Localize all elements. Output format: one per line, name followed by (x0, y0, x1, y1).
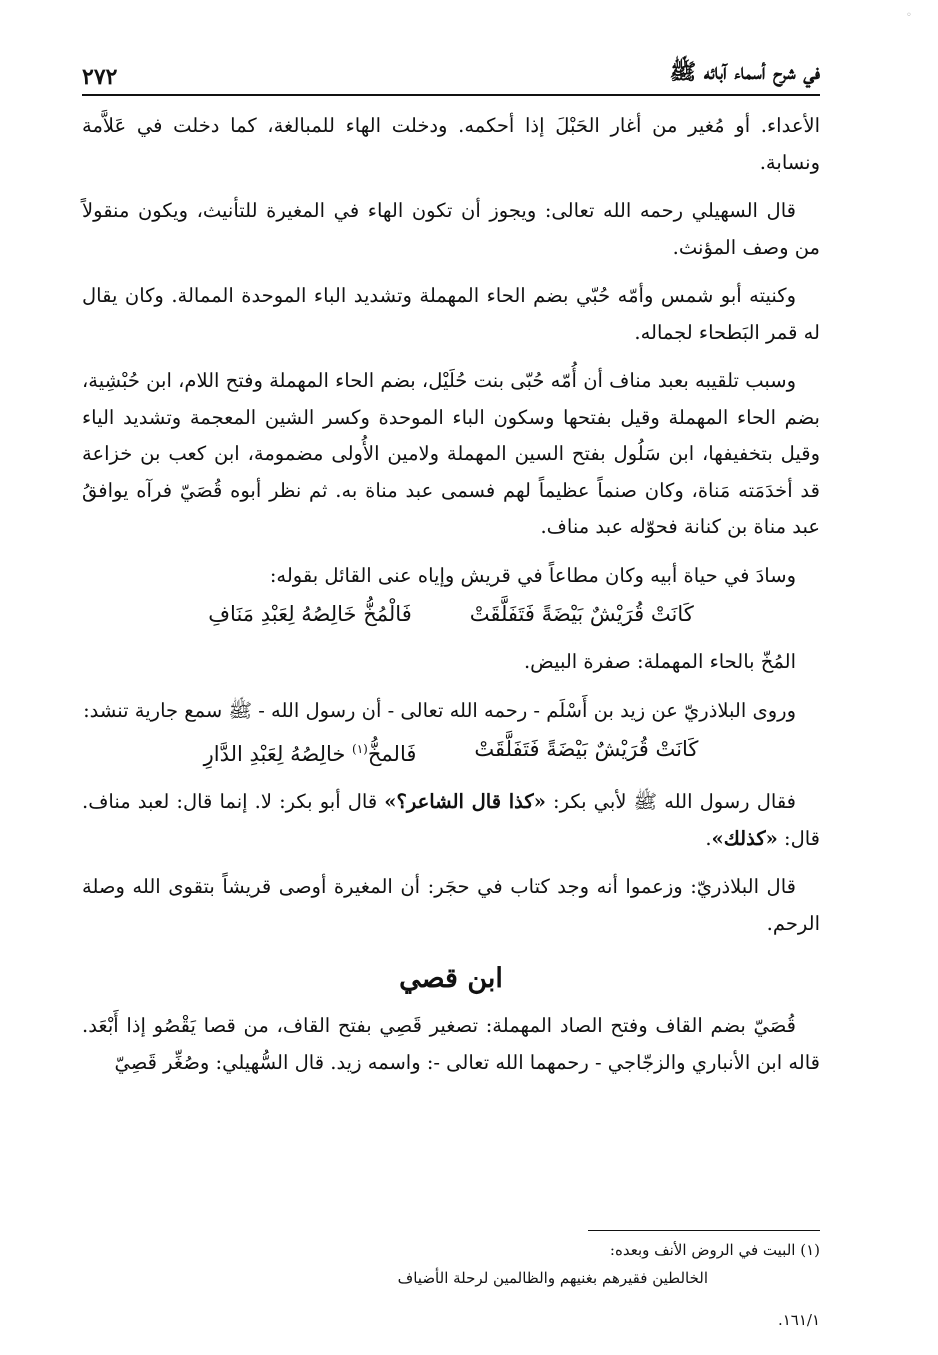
footnote-marker[interactable]: (١) (352, 742, 368, 756)
paragraph (82, 784, 820, 857)
quote-bold: «كذلك» (711, 826, 778, 850)
verse-hemistich: فَالْمُخُّ خَالِصُهُ لِعَبْدِ مَنَافِ (208, 602, 412, 626)
page-header (82, 56, 820, 90)
paragraph: الأعداء. أو مُغير من أغار الحَبْلَ إذا أحكمه. ودخلت الهاء للمبالغة، كما دخلت في عَلاَّمة ونسابة. (82, 114, 820, 174)
verse-hemistich: كَانَتْ قُرَيْشٌ بَيْضَةً فَتَفَلَّقَتْ (474, 737, 699, 761)
page-number: ٢٧٢ (82, 64, 118, 90)
paragraph: قُصَيّ بضم القاف وفتح الصاد المهملة: تصغير قَصِي بفتح القاف، من قصا يَقْصُو إذا أَبْعَد. قاله ابن الأنباري والزجّاجي - رحمهما الله تعالى -: واسمه زيد. قال السُّهيلي: وصُغِّر قَصِيّ (82, 1014, 820, 1074)
poem-verse (82, 729, 820, 774)
footnote-rule (588, 1230, 820, 1231)
verse-hemistich: كَانَتْ قُرَيْشٌ بَيْضَةً فَتَفَلَّقَتْ (469, 602, 694, 626)
paragraph: قال البلاذريّ: وزعموا أنه وجد كتاب في حجَر: أن المغيرة أوصى قريشاً بتقوى الله وصلة الرحم. (82, 875, 820, 935)
header-rule (82, 94, 820, 96)
main-text (82, 108, 820, 1093)
footnote-verse: الخالطين فقيرهم بغنيهم والظالمين لرحلة الأضياف (397, 1269, 708, 1287)
quote-bold: «كذا قال الشاعر؟» (384, 790, 546, 813)
verse-word: خالِصُهُ لِعَبْدِ الدَّارِ (203, 742, 353, 766)
paragraph: وكنيته أبو شمس وأمّه حُبّي بضم الحاء المهملة وتشديد الباء الموحدة الممالة. وكان يقال له قمر البَطحاء لجماله. (82, 284, 820, 344)
section-title: ابن قصي (399, 963, 503, 994)
footnotes (82, 1236, 820, 1334)
text-run: قال أبو بكر: لا. إنما قال: لعبد مناف. قال: (82, 790, 820, 850)
text-run: فقال رسول الله ﷺ لأبي بكر: (545, 790, 796, 813)
paragraph: قال السهيلي رحمه الله تعالى: ويجوز أن تكون الهاء في المغيرة للتأنيث، ويكون منقولاً من وصف المؤنث. (82, 199, 820, 259)
footnote-reference: ١٦١/١. (777, 1311, 820, 1329)
margin-mark: ◦ (906, 10, 912, 21)
paragraph: وروى البلاذريّ عن زيد بن أَسْلَم - رحمه الله تعالى - أن رسول الله - ﷺ سمع جارية تنشد: (83, 698, 796, 722)
poem-verse (82, 594, 820, 634)
footnote-text: (١) البيت في الروض الأنف وبعده: (609, 1241, 820, 1259)
verse-hemistich (204, 729, 417, 774)
verse-word: فَالمخُّ (367, 742, 417, 766)
paragraph: وسادَ في حياة أبيه وكان مطاعاً في قريش وإياه عنى القائل بقوله: (269, 563, 796, 587)
paragraph: المُخّ بالحاء المهملة: صفرة البيض. (523, 650, 796, 673)
text-run: . (705, 826, 712, 850)
paragraph: وسبب تلقيبه بعبد مناف أن أُمّه حُبّى بنت حُلَيْل، بضم الحاء المهملة وفتح اللام، ابن حُبْشِية، بضم الحاء المهملة وقيل بفتحها وسكون الباء الموحدة وكسر الشين المعجمة وتشديد الياء وقيل بتخفيفها، ابن سَلُول بفتح السين المهملة ولامين الأُولى مضمومة، ابن كعب بن خزاعة قد أخدَمَته مَناة، وكان صنماً عظيماً لهم فسمى عبد مناة به. ثم نظر أبوه قُصَيّ فرآه يوافقُ عبد مناة بن كنانة فحوّله عبد مناف. (82, 369, 820, 538)
running-title: في شرح أسماء آبائه ﷺ (669, 59, 820, 85)
